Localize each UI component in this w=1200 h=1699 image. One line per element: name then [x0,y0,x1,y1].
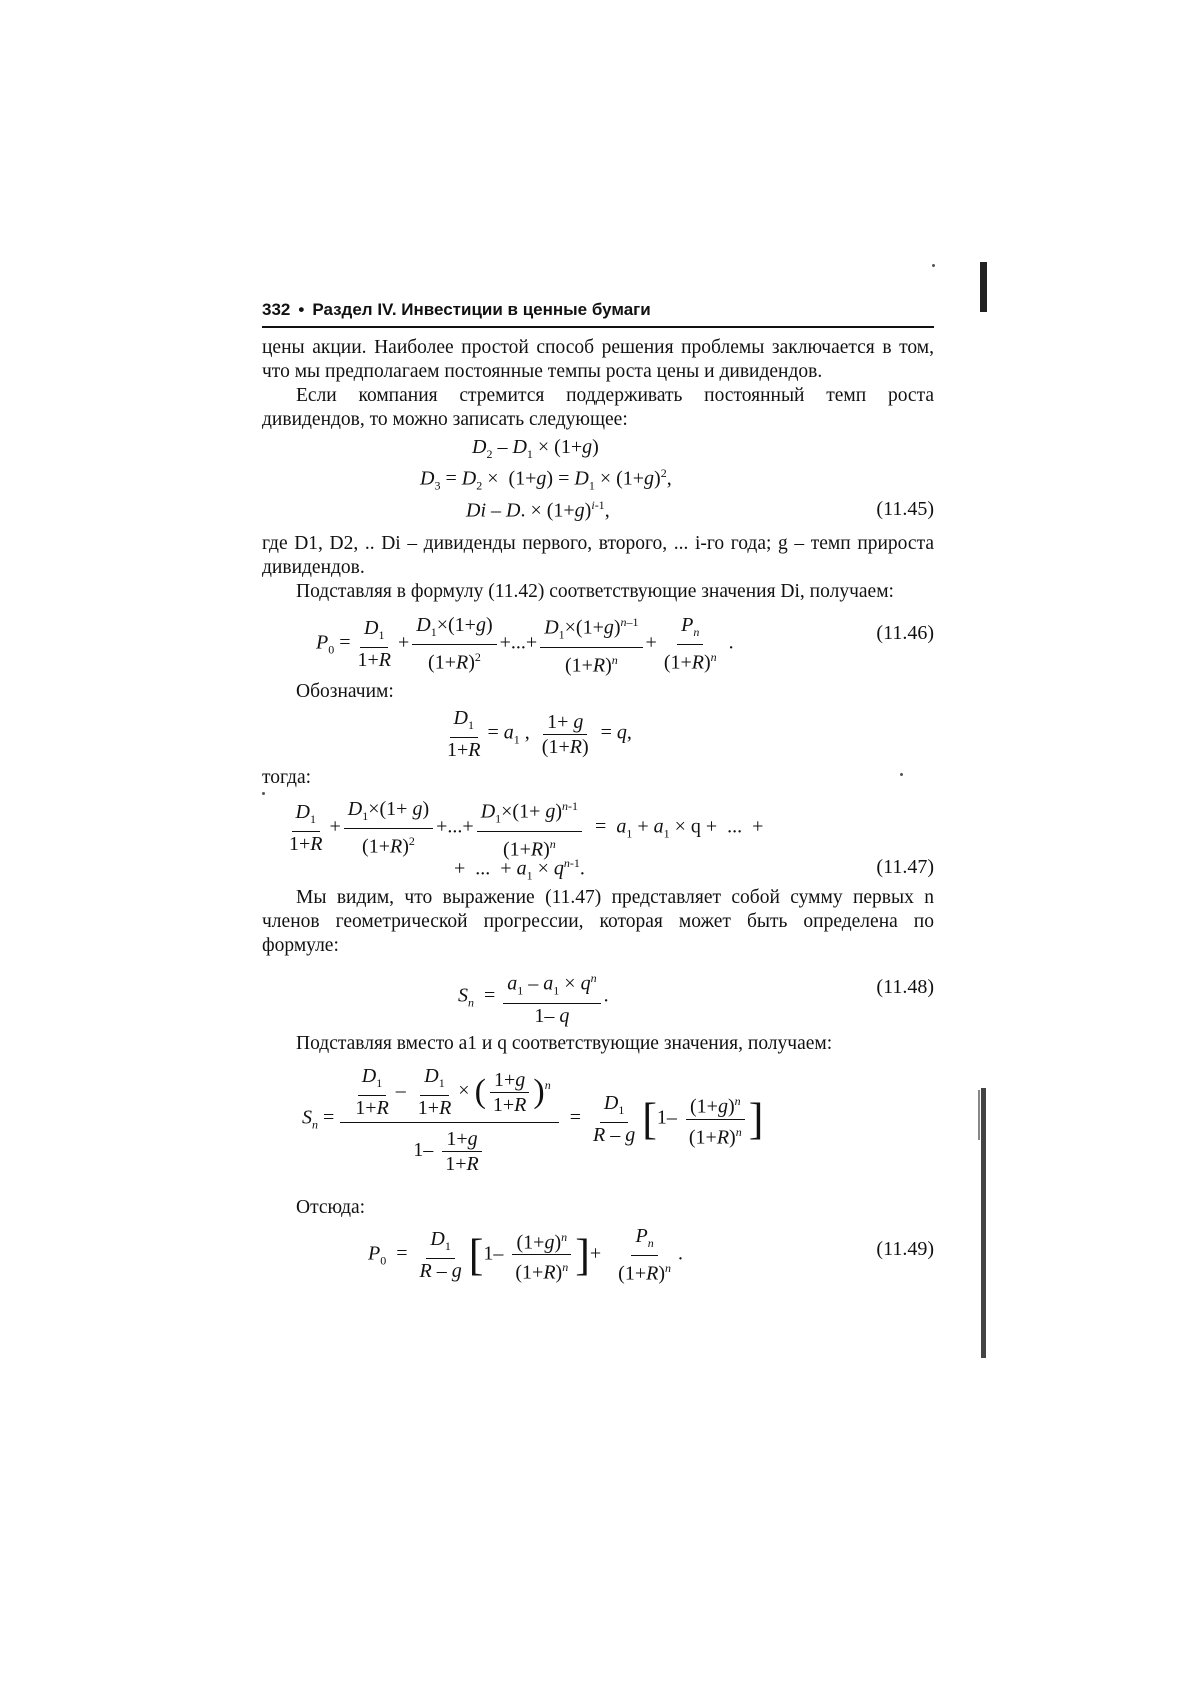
eq-p0-closed-form: $P_0$ = $\frac{D_1}{R - g}$ [1– $\frac{(1+g)^n}{(1+R)^n}$ ]+ $\frac{P_n}{(1+R)^n}$ . [368,1225,683,1285]
paragraph-1: цены акции. Наиболее простой способ решения проблемы заключается в том, что мы предполагаем постоянные темпы роста цены и дивидендов. [262,337,934,382]
equation-block-11-49 [262,1220,934,1290]
scan-speck [900,773,903,776]
eq-sn-expanded: $S_n$ = $\frac{D_1}{1+R}$ – $\frac{D_1}{1+R}$ × ( $\frac{1+g}{1+R}$ )$^n$ 1– $\frac{1+g}{1+R}$ = $\frac{D_1}{R - g}$ [1– $\frac{(1+g)^n}{(1+R)^n}$ ] [302,1062,763,1176]
scan-edge-mark-bottom-thin [978,1090,980,1140]
paragraph-6: тогда: [262,767,312,788]
equation-block-sn-expanded [262,1056,934,1196]
eq-notation: $\frac{D_1}{1+R}$ = $a_1$ , $\frac{1+ g}{(1+R)}$ = q, [447,707,632,761]
equation-number-11-47: (11.47) [876,856,934,878]
section-title: Раздел IV. Инвестиции в ценные бумаги [312,300,651,319]
equation-number-11-49: (11.49) [876,1238,934,1260]
equation-block-11-45 [262,432,934,532]
paragraph-2: Если компания стремится поддерживать постоянный темп роста дивидендов, то можно записать следующее: [262,385,934,430]
eq-sum-to-progression: $\frac{D_1}{1+R}$ + $\frac{D_1\times(1+ g)}{(1+R)^2}$ +...+ $\frac{D_1\times(1+ g)^{n-1}}{(1+R)^n}$ = $a_1 + a_1 \times q$ + ... + [282,794,763,861]
running-header [262,300,934,328]
page-number: 332 [262,300,291,319]
equation-block-11-46 [262,604,934,677]
eq-d3: $D_3 = D_2 \times (1+g) = D_1 \times (1+g)^2$, [420,466,672,493]
paragraph-3: где D1, D2, .. Di – дивиденды первого, второго, ... i-го года; g – темп прироста дивидендов. [262,533,934,578]
eq-sn: $S_n$ = $\frac{a_1 - a_1 \times q^n}{1- q}$ . [458,966,609,1028]
eq-d2: $D_2 - D_1 \times (1+g)$ [472,436,599,461]
eq-di: Di – D. × $(1+g)^{i-1}$, [466,498,610,522]
equation-block-11-48 [262,958,934,1028]
paragraph-9: Отсюда: [296,1197,366,1218]
notation-block [262,704,934,766]
scan-edge-mark-bottom [981,1088,986,1358]
book-page [262,300,934,1290]
paragraph-8: Подставляя вместо a1 и q соответствующие значения, получаем: [296,1033,833,1054]
paragraph-5: Обозначим: [296,681,394,702]
paragraph-4: Подставляя в формулу (11.42) соответствующие значения Di, получаем: [296,581,894,602]
scan-speck [932,264,935,267]
paragraph-7: Мы видим, что выражение (11.47) представляет собой сумму первых n членов геометрической прогрессии, которая может быть определена по формуле: [262,887,934,956]
eq-p0-sum: $P_0$ = $\frac{D_1}{1+R}$ + $\frac{D_1\times(1+g)}{(1+R)^2}$ +...+ $\frac{D_1\times(1+g)^{n-1}}{(1+R)^n}$ + $\frac{P_n}{(1+R)^n}$ . [316,610,734,677]
scan-edge-mark-top [980,262,987,312]
eq-sum-tail: + ... + $a_1 \times q^{n-1}$. [454,856,585,883]
equation-number-11-48: (11.48) [876,976,934,998]
scan-speck [262,792,265,795]
header-bullet: • [298,300,305,319]
equation-number-11-45: (11.45) [876,498,934,520]
equation-block-11-47 [262,790,934,886]
equation-number-11-46: (11.46) [876,622,934,644]
